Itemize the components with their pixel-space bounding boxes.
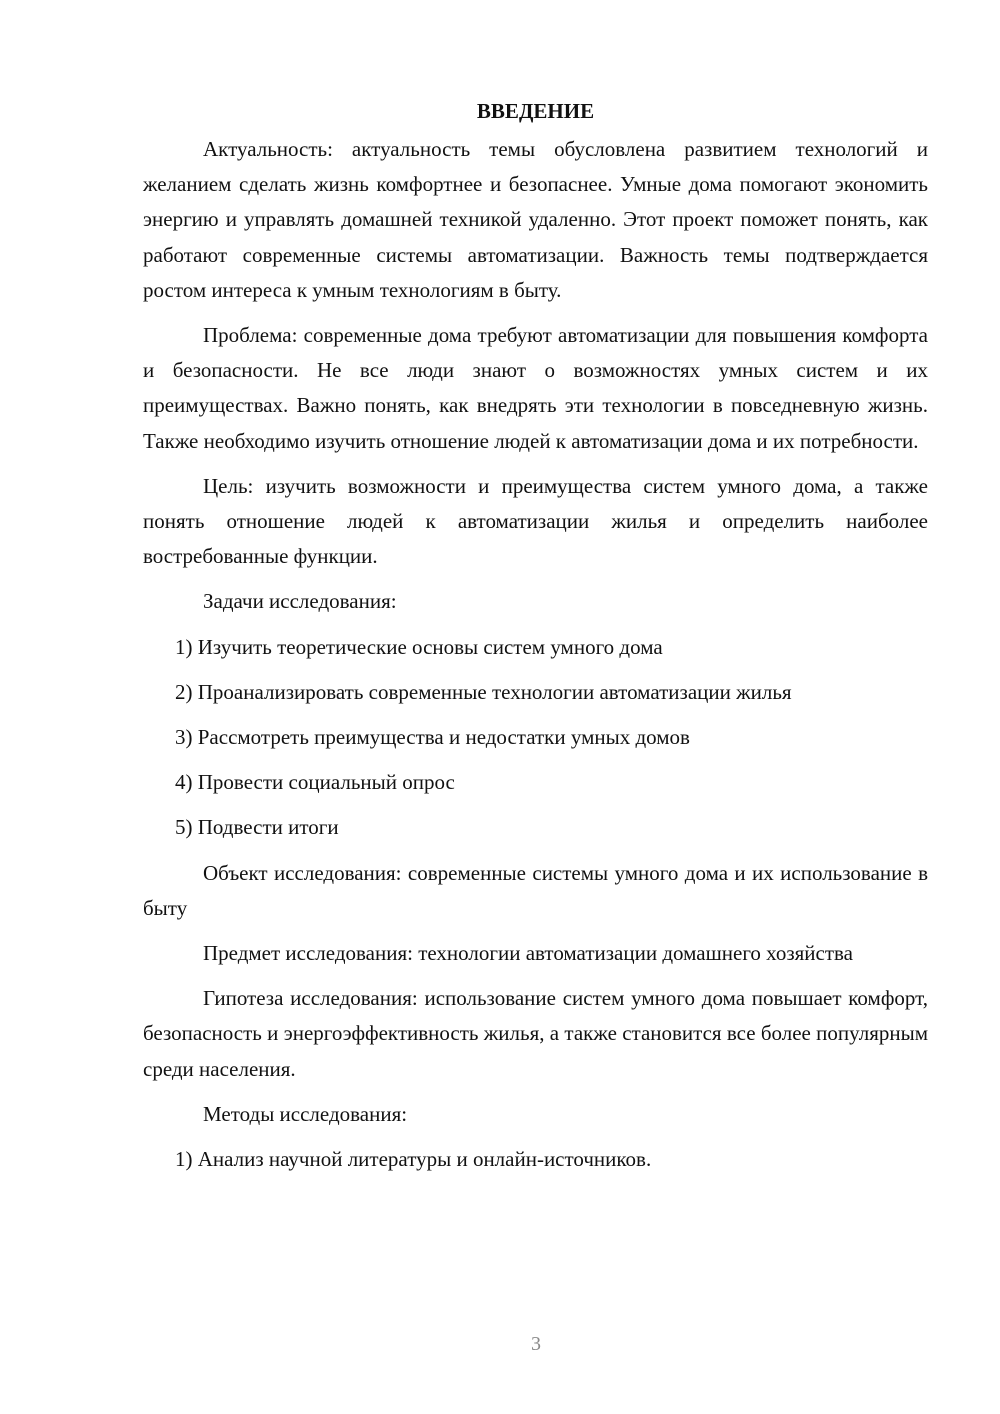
methods-list: [143, 1142, 928, 1177]
paragraph-hypothesis: Гипотеза исследования: использование систем умного дома повышает комфорт, безопасность и энергоэффективность жилья, а также становится все более популярным среди населения.: [143, 986, 928, 1081]
list-item: 5) Подвести итоги: [175, 815, 339, 840]
paragraph-object: Объект исследования: современные системы умного дома и их использование в быту: [143, 860, 928, 920]
tasks-list: [143, 630, 928, 846]
page-content: [143, 96, 928, 1187]
list-item: 2) Проанализировать современные технологии автоматизации жилья: [175, 679, 792, 704]
paragraph-subject: Предмет исследования: технологии автоматизации домашнего хозяйства: [203, 941, 854, 966]
tasks-heading: Задачи исследования:: [203, 589, 397, 614]
paragraph-relevance: Актуальность: актуальность темы обусловлена развитием технологий и желанием сделать жизнь комфортнее и безопаснее. Умные дома помогают экономить энергию и управлять домашней техникой удаленно. Этот проект поможет понять, как работают современные системы автоматизации. Важность темы подтверждается ростом интереса к умным технологиям в быту.: [143, 137, 928, 302]
list-item: 1) Изучить теоретические основы систем умного дома: [175, 634, 663, 659]
list-item: 4) Провести социальный опрос: [175, 770, 455, 795]
list-item: 1) Анализ научной литературы и онлайн-источников.: [175, 1147, 652, 1172]
section-title: ВВЕДЕНИЕ: [476, 99, 595, 123]
methods-heading: Методы исследования:: [203, 1101, 408, 1126]
paragraph-problem: Проблема: современные дома требуют автоматизации для повышения комфорта и безопасности. Не все люди знают о возможностях умных систем и их преимуществах. Важно понять, как внедрять эти технологии в повседневную жизнь. Также необходимо изучить отношение людей к автоматизации дома и их потребности.: [143, 323, 928, 453]
list-item: 3) Рассмотреть преимущества и недостатки умных домов: [175, 725, 690, 750]
page-number: 3: [531, 1333, 541, 1355]
paragraph-goal: Цель: изучить возможности и преимущества систем умного дома, а также понять отношение людей к автоматизации жилья и определить наиболее востребованные функции.: [143, 473, 928, 569]
